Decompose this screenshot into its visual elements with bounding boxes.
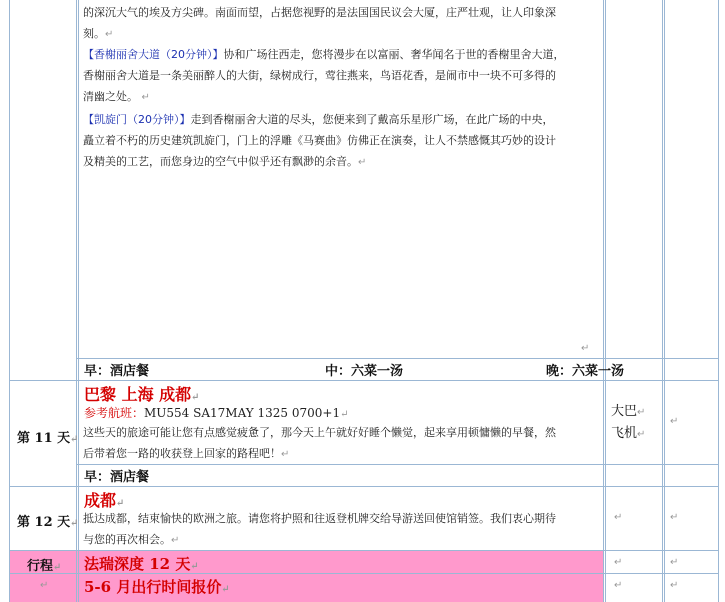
day10-text-line: 的深沉大气的埃及方尖碑。南面而望，占据您视野的是法国国民议会大厦，庄严壮观，让人印象深 <box>83 6 556 19</box>
paragraph-mark-icon: ↵ <box>340 409 349 420</box>
reference-flight: 参考航班：MU554 SA17MAY 1325 0700+1↵ <box>84 406 349 420</box>
meal-lunch: 中：六菜一汤 <box>325 364 404 379</box>
paragraph-mark-icon: ↵ <box>191 392 200 403</box>
grid-line <box>9 380 719 381</box>
meal-dinner: 晚：六菜一汤 <box>546 364 625 379</box>
day11-desc-line: 这些天的旅途可能让您有点感觉疲惫了，那今天上午就好好睡个懒觉，起来享用顿慵懒的早餐，然 <box>83 426 556 439</box>
footer-title: 法瑞深度 12 天↵ <box>84 555 199 573</box>
grid-line <box>76 358 719 359</box>
paragraph-mark-icon: ↵ <box>614 512 623 523</box>
paragraph-mark-icon: ↵ <box>40 580 49 591</box>
paragraph-mark-icon: ↵ <box>614 557 623 568</box>
grid-line <box>718 0 719 602</box>
paragraph-mark-icon: ↵ <box>670 580 679 591</box>
attraction-title: 【香榭丽舍大道（20分钟）】 <box>83 48 224 61</box>
day10-paragraph-arc: 【凯旋门（20分钟）】走到香榭丽舍大道的尽头，您便来到了戴高乐星形广场，在此广场的中央， <box>83 113 554 126</box>
day-label: 第 12 天↵ <box>17 515 79 530</box>
paragraph-mark-icon: ↵ <box>358 157 367 168</box>
paragraph-mark-icon: ↵ <box>637 429 646 440</box>
paragraph-mark-icon: ↵ <box>614 580 623 591</box>
day11-desc-line: 后带着您一路的收获登上回家的路程吧！↵ <box>83 447 290 460</box>
attraction-title: 【凯旋门（20分钟）】 <box>83 113 191 126</box>
paragraph-mark-icon: ↵ <box>670 557 679 568</box>
grid-line <box>662 0 663 602</box>
day12-desc-line: 与您的再次相会。↵ <box>83 533 180 546</box>
day12-desc-line: 抵达成都，结束愉快的欧洲之旅。请您将护照和往返登机牌交给导游送回使馆销签。我们衷心期待 <box>83 512 556 525</box>
grid-line <box>664 0 665 602</box>
paragraph-mark-icon: ↵ <box>637 407 646 418</box>
grid-line <box>9 0 10 602</box>
paragraph-mark-icon: ↵ <box>105 29 114 40</box>
meal-breakfast: 早：酒店餐 <box>84 364 150 379</box>
day10-paragraph-champs: 【香榭丽舍大道（20分钟）】协和广场往西走，您将漫步在以富丽、奢华闻名于世的香榭里舍大道， <box>83 48 565 61</box>
day10-text-line: 及精美的工艺，而您身边的空气中似乎还有飘渺的余音。↵ <box>83 155 367 168</box>
day-label: 第 11 天↵ <box>17 431 79 446</box>
day10-text-line: 刻。↵ <box>83 27 114 40</box>
paragraph-mark-icon: ↵ <box>221 584 230 595</box>
paragraph-mark-icon: ↵ <box>141 92 150 103</box>
grid-line <box>605 0 606 602</box>
transport-info: 大巴↵ 飞机↵ <box>611 404 646 441</box>
route-city: 成都↵ <box>84 491 125 510</box>
paragraph-mark-icon: ↵ <box>670 416 679 427</box>
day10-text-line: 矗立着不朽的历史建筑凯旋门，门上的浮雕《马赛曲》仿佛正在演奏，让人不禁感慨其巧妙的设计 <box>83 134 556 147</box>
day10-text-line: 香榭丽舍大道是一条美丽醉人的大街，绿树成行，莺往燕来，鸟语花香，是闹市中一块不可多得的 <box>83 69 556 82</box>
route-cities: 巴黎 上海 成都↵ <box>84 385 200 404</box>
grid-line <box>603 0 604 602</box>
paragraph-mark-icon: ↵ <box>53 562 62 573</box>
footer-subtitle: 5-6 月出行时间报价↵ <box>84 578 230 596</box>
paragraph-mark-icon: ↵ <box>190 561 199 572</box>
paragraph-mark-icon: ↵ <box>70 434 79 445</box>
day10-text-line: 清幽之处。 ↵ <box>83 90 150 103</box>
paragraph-mark-icon: ↵ <box>281 449 290 460</box>
footer-label: 行程↵ <box>27 559 62 574</box>
paragraph-mark-icon: ↵ <box>670 512 679 523</box>
paragraph-mark-icon: ↵ <box>116 498 125 509</box>
paragraph-mark-icon: ↵ <box>70 518 79 529</box>
paragraph-mark-icon: ↵ <box>171 535 180 546</box>
meal-breakfast: 早：酒店餐 <box>84 470 150 485</box>
grid-line <box>9 486 719 487</box>
paragraph-mark-icon: ↵ <box>581 343 590 354</box>
